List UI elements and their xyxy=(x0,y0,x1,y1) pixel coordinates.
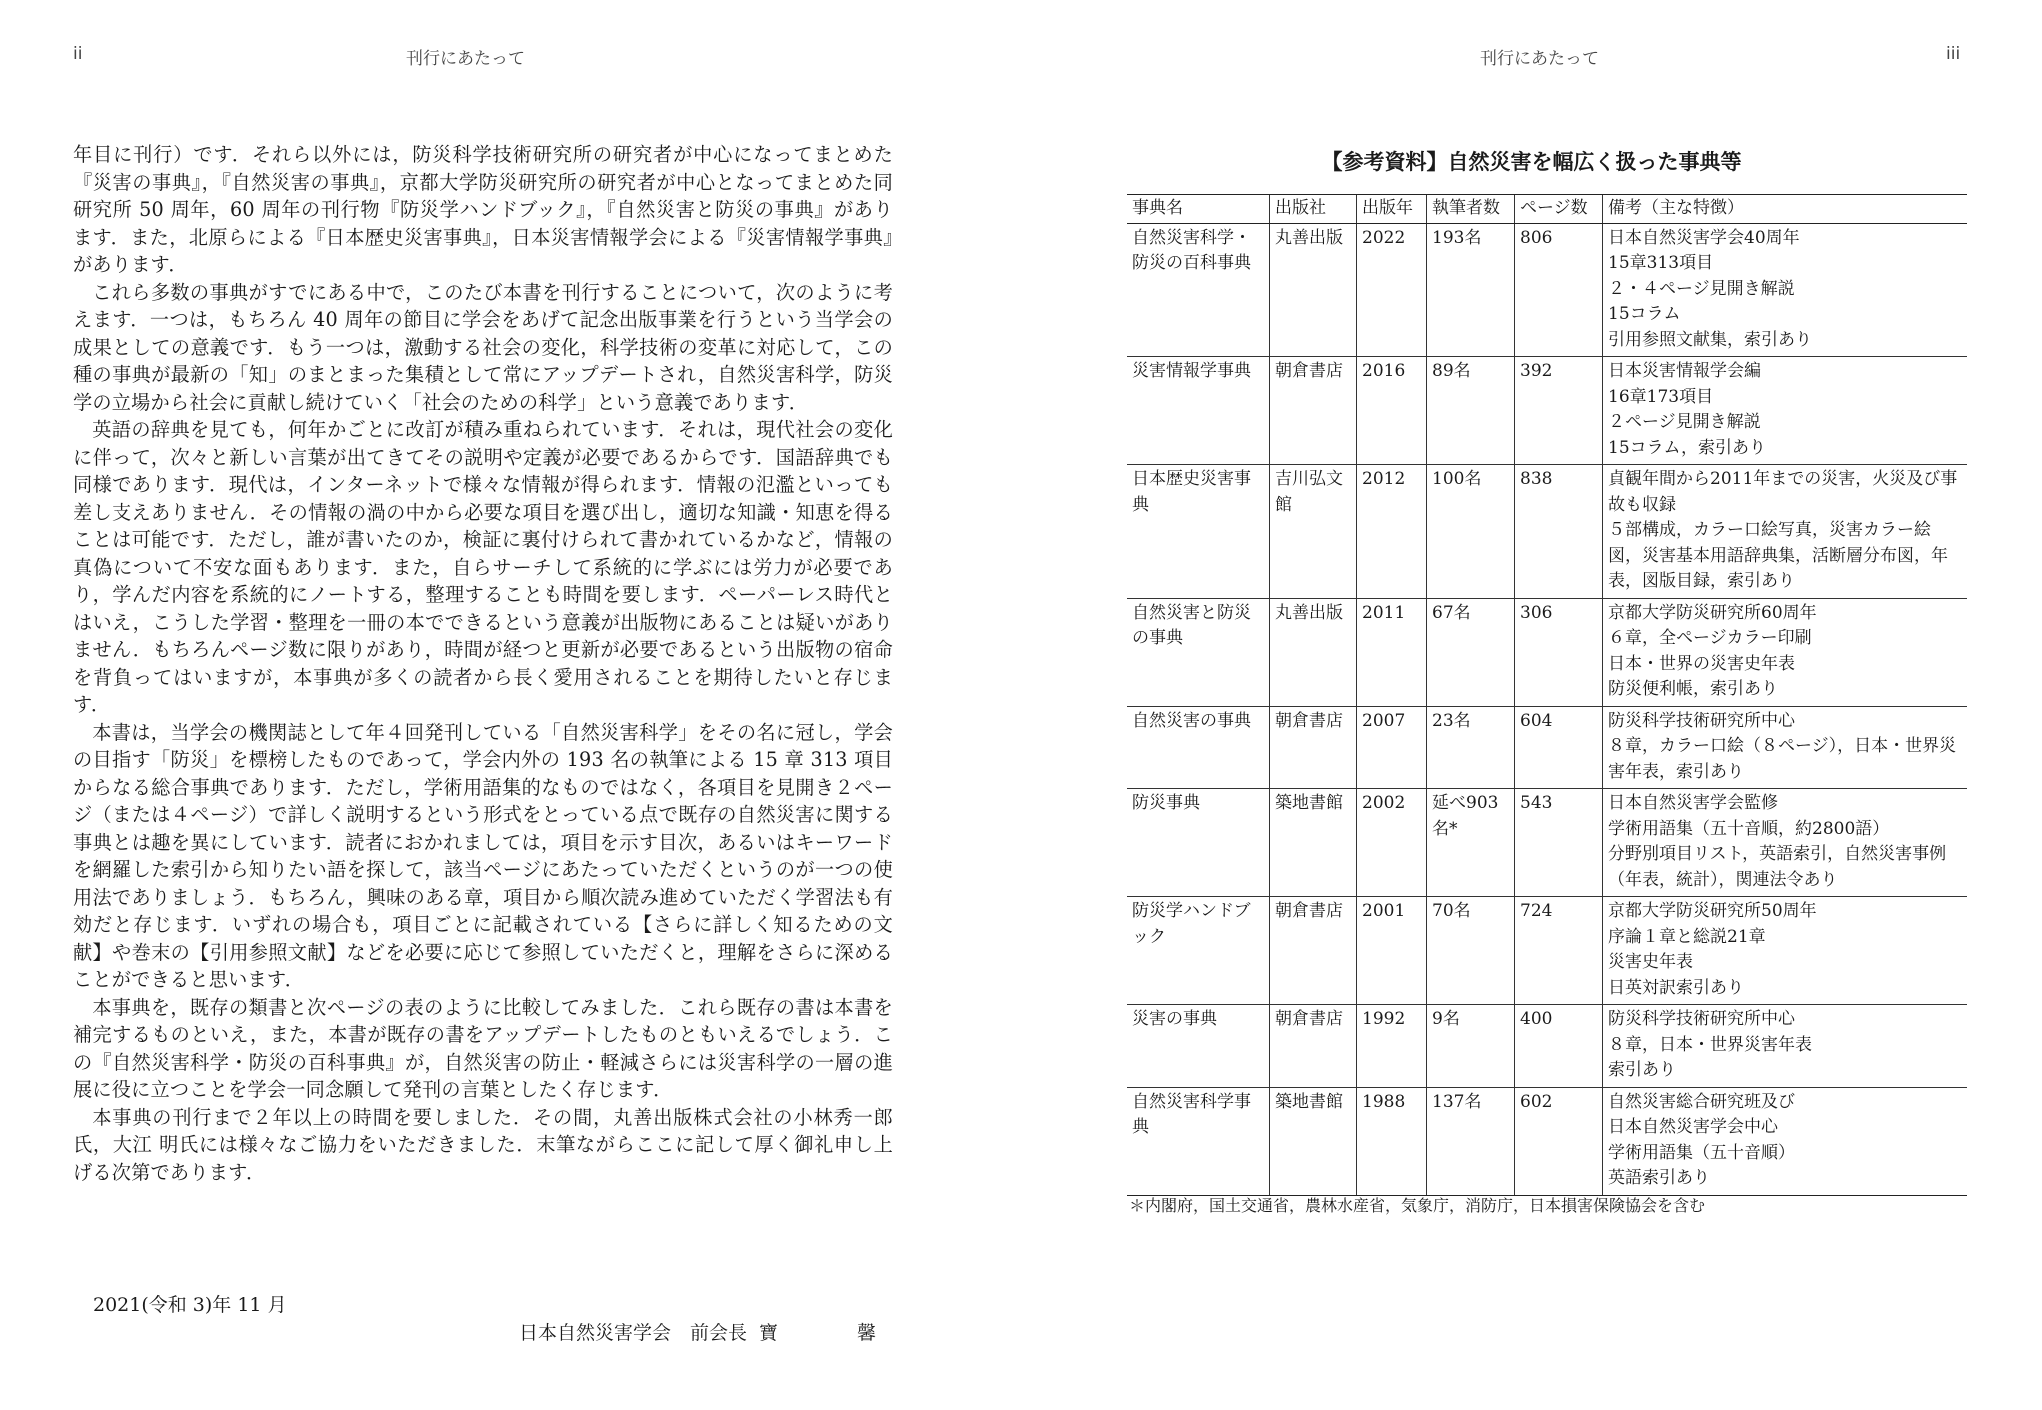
note-line: ２ページ見開き解説 xyxy=(1608,412,1761,432)
cell-name: 災害の事典 xyxy=(1127,1005,1270,1088)
note-line: 日本災害情報学会編 xyxy=(1608,361,1761,381)
note-line: 日本自然災害学会中心 xyxy=(1608,1117,1778,1137)
cell-pages: 400 xyxy=(1515,1005,1603,1088)
column-header: 事典名 xyxy=(1127,195,1270,224)
cell-authors: 延べ903名* xyxy=(1427,789,1515,897)
note-line: 索引あり xyxy=(1608,1060,1676,1080)
note-line: 学術用語集（五十音順，約2800語） xyxy=(1608,818,1890,839)
reference-table xyxy=(1127,194,1967,1196)
column-header: ページ数 xyxy=(1515,195,1603,224)
cell-year: 2012 xyxy=(1357,465,1427,599)
cell-notes xyxy=(1603,465,1968,599)
cell-authors: 137名 xyxy=(1427,1087,1515,1195)
paragraph: 本書は，当学会の機関誌として年４回発刊している「自然災害科学」をその名に冠し，学会の目指す「防災」を標榜したものであって，学会内外の 193 名の執筆による 15 章 313 項目からなる総合事典であります．ただし，学術用語集的なものではなく，各項目を見開き２ページ（または４ページ）で詳しく説明するという形式をとっている点で既存の自然災害に関する事典とは趣を異にしています．読者におかれましては，項目を示す目次，あるいはキーワードを網羅した索引から知りたい語を探して，該当ページにあたっていただくというのが一つの使用法でありましょう．もちろん，興味のある章，項目から順次読み進めていただく学習法も有効だと存じます．いずれの場合も，項目ごとに記載されている【さらに詳しく知るための文献】や巻末の【引用参照文献】などを必要に応じて参照していただくと，理解をさらに深めることができると思います． xyxy=(73,720,893,991)
cell-authors: 23名 xyxy=(1427,706,1515,789)
table-header-row xyxy=(1127,195,1967,224)
note-line: 防災科学技術研究所中心 xyxy=(1608,710,1795,731)
cell-publisher: 丸善出版 xyxy=(1270,598,1357,706)
table-title: 【参考資料】自然災害を幅広く扱った事典等 xyxy=(1321,150,1742,174)
note-line: ２・４ページ見開き解説 xyxy=(1608,278,1795,299)
note-line: 災害史年表 xyxy=(1608,952,1693,972)
note-line: 日英対訳索引あり xyxy=(1608,977,1744,998)
table-row xyxy=(1127,465,1967,599)
cell-authors: 100名 xyxy=(1427,465,1515,599)
cell-notes xyxy=(1603,1087,1968,1195)
cell-year: 1992 xyxy=(1357,1005,1427,1088)
cell-authors: 193名 xyxy=(1427,223,1515,357)
cell-name: 自然災害科学事典 xyxy=(1127,1087,1270,1195)
paragraph: 本事典を，既存の類書と次ページの表のように比較してみました．これら既存の書は本書を補完するものといえ，また，本書が既存の書をアップデートしたものともいえるでしょう．この『自然災害科学・防災の百科事典』が，自然災害の防止・軽減さらには災害科学の一層の進展に役に立つことを学会一同念願して発刊の言葉としたく存じます． xyxy=(73,995,893,1101)
paragraph: これら多数の事典がすでにある中で，このたび本書を刊行することについて，次のように考えます．一つは，もちろん 40 周年の節目に学会をあげて記念出版事業を行うという当学会の成果としての意義です．もう一つは，激動する社会の変化，科学技術の変革に対応して，この種の事典が最新の「知」のまとまった集積として常にアップデートされ，自然災害科学，防災学の立場から社会に貢献し続けていく「社会のための科学」という意義であります． xyxy=(73,280,893,414)
cell-pages: 306 xyxy=(1515,598,1603,706)
left-running-head: 刊行にあたって xyxy=(406,49,525,69)
note-line: 英語索引あり xyxy=(1608,1168,1710,1188)
cell-pages: 602 xyxy=(1515,1087,1603,1195)
cell-pages: 838 xyxy=(1515,465,1603,599)
note-line: 日本自然災害学会監修 xyxy=(1608,793,1778,813)
table-row xyxy=(1127,357,1967,465)
cell-publisher: 朝倉書店 xyxy=(1270,357,1357,465)
cell-year: 1988 xyxy=(1357,1087,1427,1195)
table-row xyxy=(1127,598,1967,706)
note-line: 序論１章と総説21章 xyxy=(1608,926,1766,947)
footnote: ＊内閣府，国土交通省，農林水産省，気象庁，消防庁，日本損害保険協会を含む xyxy=(1129,1196,1706,1215)
preface-date: 2021(令和 3)年 11 月 xyxy=(93,1294,287,1316)
table-row xyxy=(1127,1087,1967,1195)
cell-name: 災害情報学事典 xyxy=(1127,357,1270,465)
cell-pages: 604 xyxy=(1515,706,1603,789)
note-line: ８章，カラー口絵（８ページ），日本・世界災害年表，索引あり xyxy=(1608,736,1957,782)
cell-authors: 67名 xyxy=(1427,598,1515,706)
cell-publisher: 築地書館 xyxy=(1270,789,1357,897)
cell-pages: 724 xyxy=(1515,897,1603,1005)
note-line: 京都大学防災研究所50周年 xyxy=(1608,901,1817,921)
left-page-number: ii xyxy=(73,44,83,64)
table-row xyxy=(1127,1005,1967,1088)
note-line: 分野別項目リスト，英語索引，自然災害事例（年表，統計），関連法令あり xyxy=(1608,844,1947,890)
cell-year: 2016 xyxy=(1357,357,1427,465)
table-row xyxy=(1127,223,1967,357)
cell-pages: 806 xyxy=(1515,223,1603,357)
cell-name: 防災学ハンドブック xyxy=(1127,897,1270,1005)
column-header: 出版年 xyxy=(1357,195,1427,224)
cell-name: 防災事典 xyxy=(1127,789,1270,897)
column-header: 備考（主な特徴） xyxy=(1603,195,1968,224)
note-line: 16章173項目 xyxy=(1608,386,1714,407)
column-header: 執筆者数 xyxy=(1427,195,1515,224)
cell-publisher: 吉川弘文館 xyxy=(1270,465,1357,599)
note-line: 貞観年間から2011年までの災害，火災及び事故も収録 xyxy=(1608,469,1958,515)
cell-year: 2002 xyxy=(1357,789,1427,897)
right-running-head: 刊行にあたって xyxy=(1480,49,1599,69)
table-row xyxy=(1127,789,1967,897)
cell-notes xyxy=(1603,897,1968,1005)
note-line: 引用参照文献集，索引あり xyxy=(1608,329,1812,350)
cell-notes xyxy=(1603,789,1968,897)
cell-year: 2011 xyxy=(1357,598,1427,706)
note-line: 15コラム，索引あり xyxy=(1608,437,1766,458)
cell-year: 2022 xyxy=(1357,223,1427,357)
cell-publisher: 朝倉書店 xyxy=(1270,897,1357,1005)
cell-authors: 70名 xyxy=(1427,897,1515,1005)
note-line: 学術用語集（五十音順） xyxy=(1608,1142,1795,1163)
note-line: ６章，全ページカラー印刷 xyxy=(1608,628,1812,648)
cell-notes xyxy=(1603,223,1968,357)
signature xyxy=(519,1318,906,1345)
cell-authors: 9名 xyxy=(1427,1005,1515,1088)
table-row xyxy=(1127,897,1967,1005)
table-row xyxy=(1127,706,1967,789)
note-line: 防災科学技術研究所中心 xyxy=(1608,1009,1795,1029)
note-line: 防災便利帳，索引あり xyxy=(1608,679,1778,699)
cell-year: 2001 xyxy=(1357,897,1427,1005)
signature-name: 寶 馨 xyxy=(759,1322,907,1344)
note-line: ５部構成，カラー口絵写真，災害カラー絵図，災害基本用語辞典集，活断層分布図，年表，図版目録，索引あり xyxy=(1608,520,1948,591)
cell-pages: 543 xyxy=(1515,789,1603,897)
cell-notes xyxy=(1603,598,1968,706)
column-header: 出版社 xyxy=(1270,195,1357,224)
cell-year: 2007 xyxy=(1357,706,1427,789)
cell-authors: 89名 xyxy=(1427,357,1515,465)
note-line: 自然災害総合研究班及び xyxy=(1608,1091,1795,1112)
cell-publisher: 築地書館 xyxy=(1270,1087,1357,1195)
note-line: 京都大学防災研究所60周年 xyxy=(1608,602,1817,623)
cell-pages: 392 xyxy=(1515,357,1603,465)
note-line: 15章313項目 xyxy=(1608,253,1714,273)
cell-name: 日本歴史災害事典 xyxy=(1127,465,1270,599)
paragraph: 本事典の刊行まで２年以上の時間を要しました．その間，丸善出版株式会社の小林秀一郎氏，大江 明氏には様々なご協力をいただきました．末筆ながらここに記して厚く御礼申し上げる次第であります． xyxy=(73,1105,893,1184)
cell-name: 自然災害と防災の事典 xyxy=(1127,598,1270,706)
right-page-number: iii xyxy=(1946,44,1961,64)
preface-body xyxy=(73,141,893,1186)
cell-publisher: 朝倉書店 xyxy=(1270,706,1357,789)
signature-org: 日本自然災害学会 前会長 xyxy=(519,1322,748,1344)
note-line: 15コラム xyxy=(1608,304,1681,324)
cell-name: 自然災害の事典 xyxy=(1127,706,1270,789)
note-line: 日本・世界の災害史年表 xyxy=(1608,653,1795,674)
cell-notes xyxy=(1603,1005,1968,1088)
cell-notes xyxy=(1603,706,1968,789)
table-body xyxy=(1127,223,1967,1195)
cell-publisher: 丸善出版 xyxy=(1270,223,1357,357)
cell-notes xyxy=(1603,357,1968,465)
cell-publisher: 朝倉書店 xyxy=(1270,1005,1357,1088)
note-line: 日本自然災害学会40周年 xyxy=(1608,227,1800,248)
left-page xyxy=(0,0,1000,1410)
right-page xyxy=(1021,0,2042,1410)
cell-name: 自然災害科学・防災の百科事典 xyxy=(1127,223,1270,357)
note-line: ８章，日本・世界災害年表 xyxy=(1608,1034,1812,1055)
paragraph: 年目に刊行）です．それら以外には，防災科学技術研究所の研究者が中心になってまとめた『災害の事典』，『自然災害の事典』，京都大学防災研究所の研究者が中心となってまとめた同研究所 50 周年，60 周年の刊行物『防災学ハンドブック』，『自然災害と防災の事典』があります．また，北原らによる『日本歴史災害事典』，日本災害情報学会による『災害情報学事典』があります． xyxy=(73,143,893,276)
paragraph: 英語の辞典を見ても，何年かごとに改訂が積み重ねられています．それは，現代社会の変化に伴って，次々と新しい言葉が出てきてその説明や定義が必要であるからです．国語辞典でも同様であります．現代は，インターネットで様々な情報が得られます．情報の氾濫といっても差し支えありません．その情報の渦の中から必要な項目を選び出し，適切な知識・知恵を得ることは可能です．ただし，誰が書いたのか，検証に裏付けられて書かれているかなど，情報の真偽について不安な面もあります．また，自らサーチして系統的に学ぶには労力が必要であり，学んだ内容を系統的にノートする，整理することも時間を要します．ペーパーレス時代とはいえ，こうした学習・整理を一冊の本でできるという意義が出版物にあることは疑いがありません．もちろんページ数に限りがあり，時間が経つと更新が必要であるという出版物の宿命を背負ってはいますが，本事典が多くの読者から長く愛用されることを期待したいと存じます． xyxy=(73,418,893,716)
